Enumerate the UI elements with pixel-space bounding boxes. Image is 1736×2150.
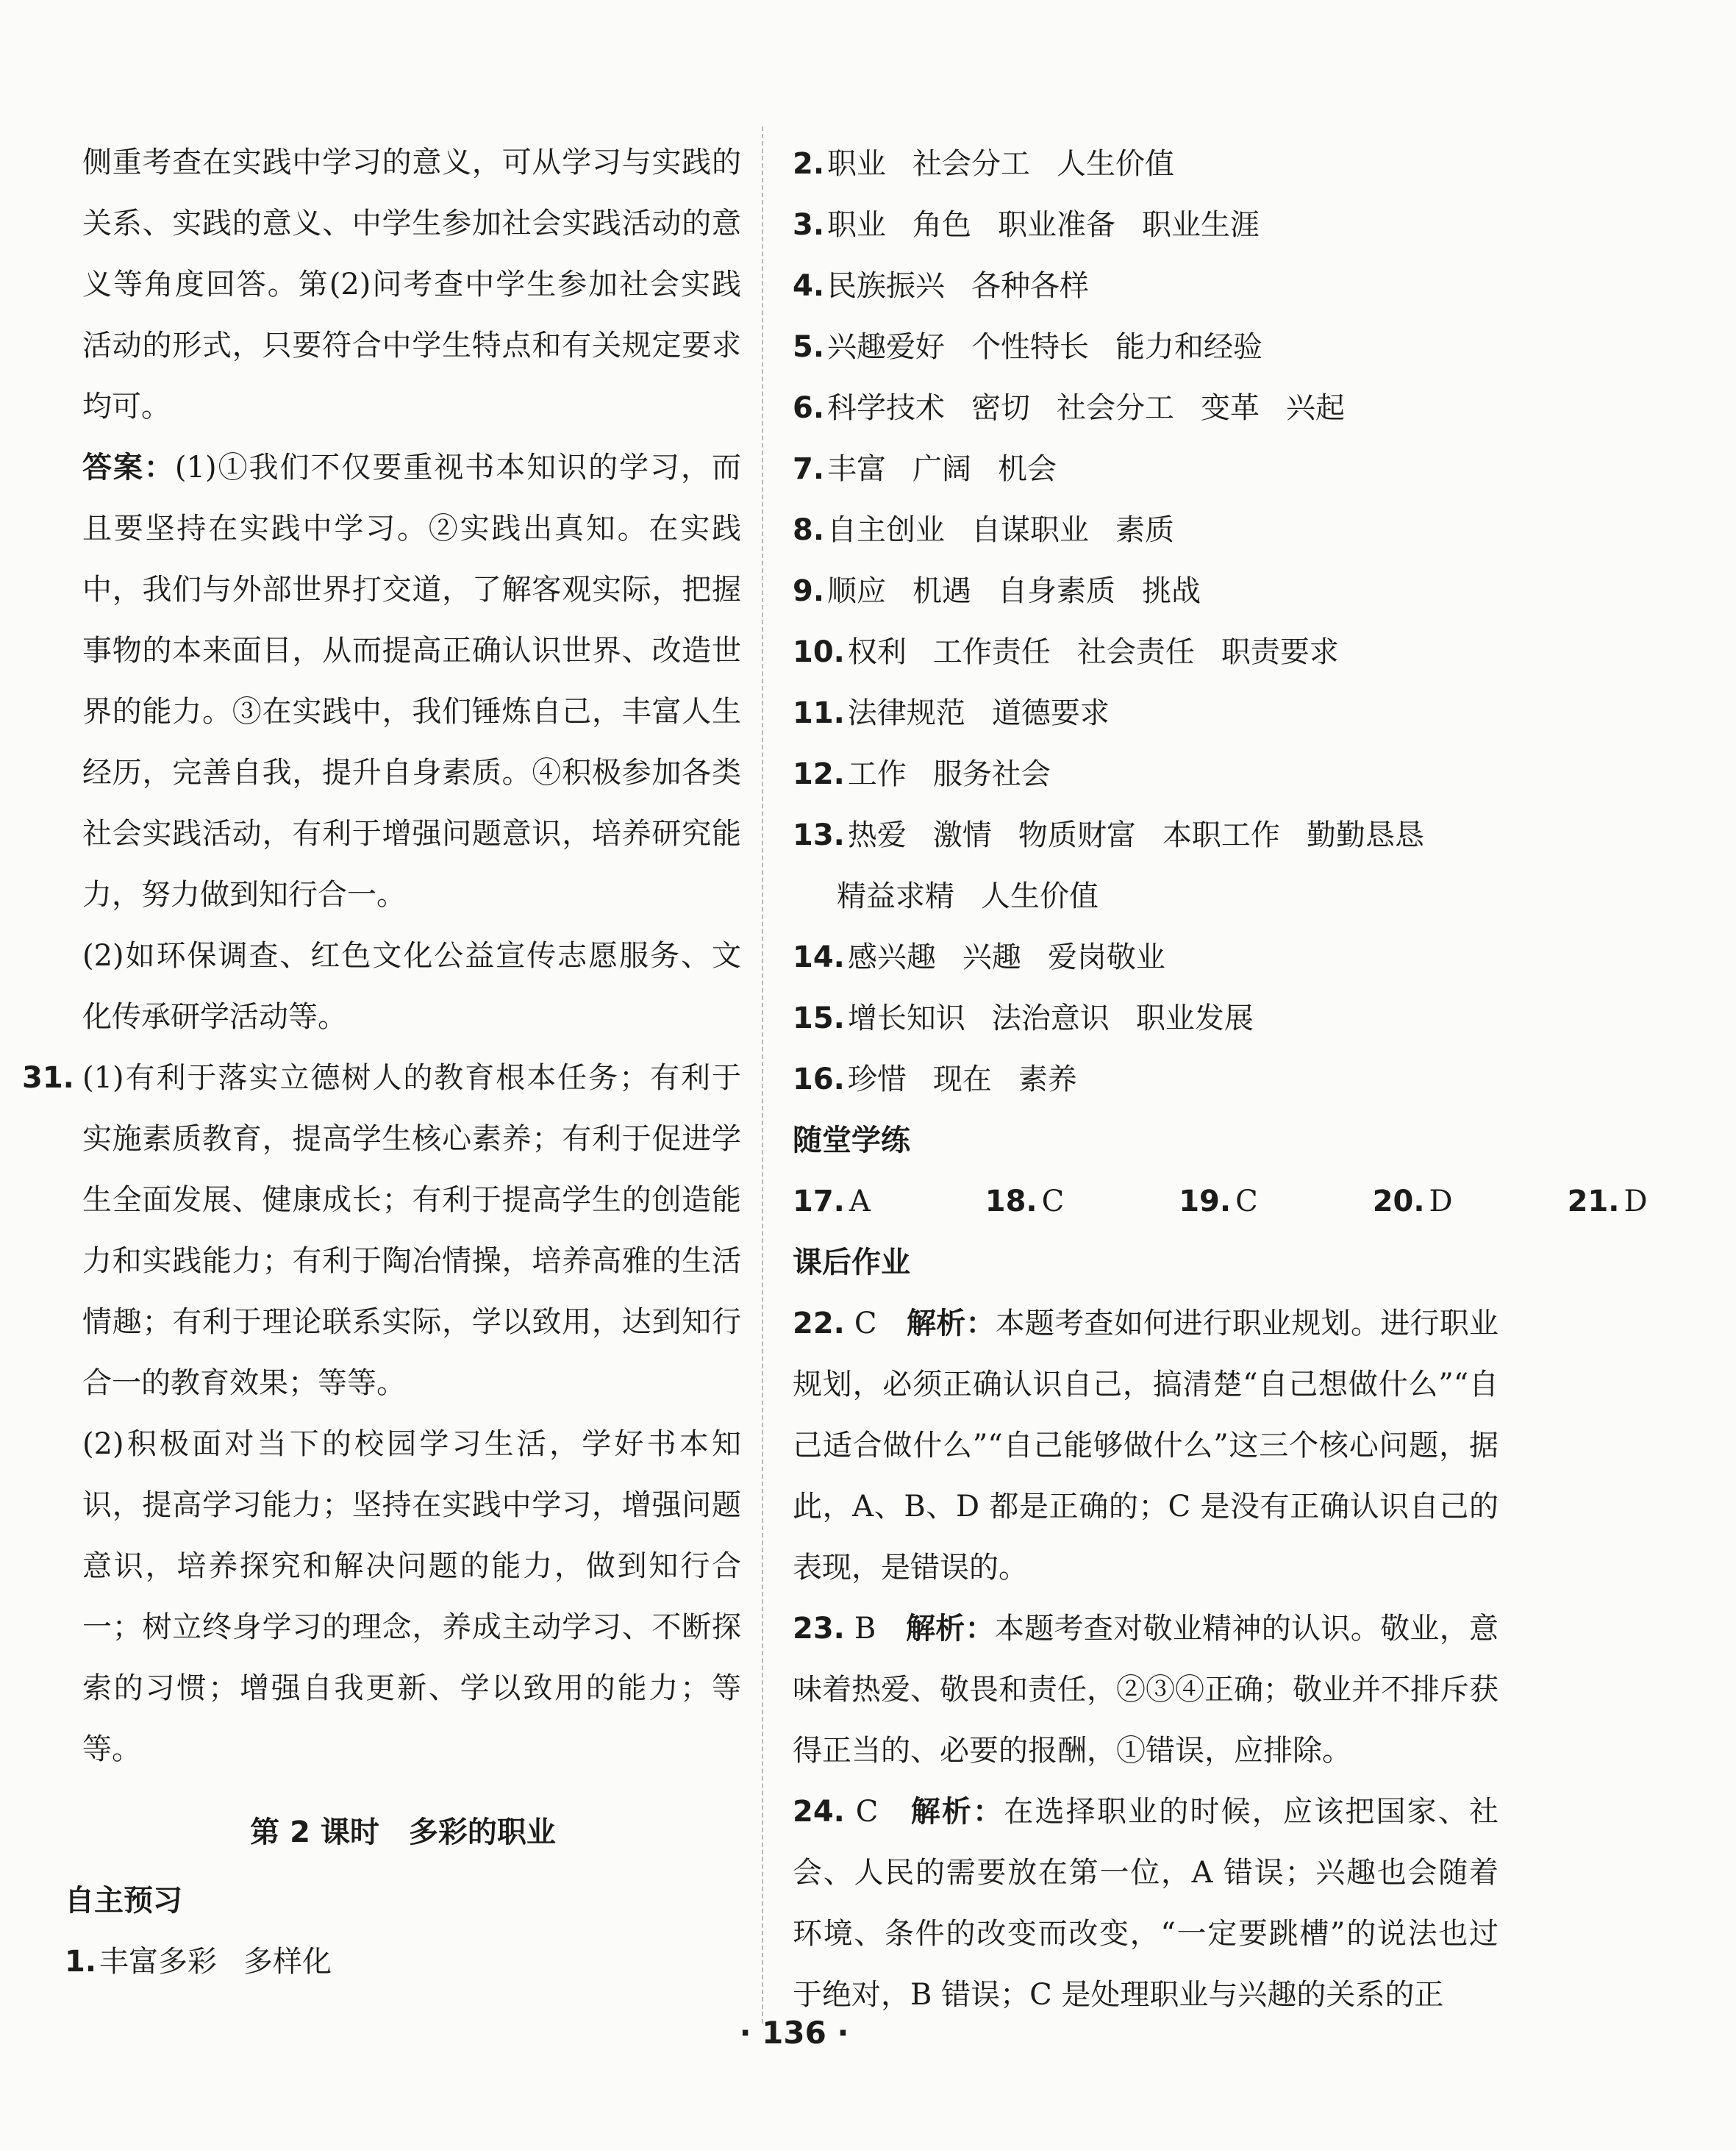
preview-heading: 自主预习 [65,1884,182,1918]
item-word: 社会责任 [1076,635,1195,669]
left-column [22,132,741,1993]
list-item [793,195,1499,256]
item-word: 职责要求 [1221,635,1339,669]
question-31 [22,1048,741,1414]
question-23 [793,1599,1499,1782]
item-number: 3. [793,208,825,242]
lesson-title: 第 2 课时 多彩的职业 [250,1815,556,1849]
list-item [793,317,1499,378]
list-item [793,988,1499,1049]
item-word: 法律规范 [847,696,965,730]
item-number: 13. [793,818,845,852]
practice-answer [1179,1185,1301,1218]
item-word: 变革 [1201,391,1260,425]
item-number: 19. [1179,1185,1232,1218]
practice-heading: 随堂学练 [793,1124,910,1157]
list-item [793,927,1499,988]
analysis-paragraph: 侧重考查在实践中学习的意义，可从学习与实践的关系、实践的意义、中学生参加社会实践活动的意义等角度回答。第(2)问考查中学生参加社会实践活动的形式，只要符合中学生特点和有关规定要求均可。 [82,146,741,424]
item-word: 民族振兴 [827,269,946,303]
analysis-text: 本题考查如何进行职业规划。进行职业规划，必须正确认识自己，搞清楚“自己想做什么”“自己适合做什么”“自己能够做什么”这三个核心问题，据此，A、B、D 都是正确的；C 是没有正确认识自己的表现，是错误的。 [793,1307,1499,1585]
item-word: 增长知识 [847,1001,965,1035]
item-word: 道德要求 [991,696,1110,730]
item-word: 顺应 [827,574,887,608]
right-column [793,134,1648,2026]
item-number: 15. [793,1001,845,1035]
item-word: 精益求精 [837,879,954,913]
item-word: 珍惜 [847,1062,907,1096]
item-word: 人生价值 [1057,147,1175,181]
list-item [793,500,1499,561]
item-word: 丰富多彩 [99,1945,218,1979]
item-word: 感兴趣 [847,940,936,974]
item-number: 21. [1567,1185,1620,1218]
choice-answer: D [1429,1185,1453,1218]
item-13-continuation [793,866,1499,927]
item-word: 职业准备 [998,208,1116,242]
choice-answer: A [849,1185,871,1218]
practice-answer [793,1185,915,1218]
item-word: 热爱 [847,818,907,852]
analysis-label: 解析： [906,1307,996,1340]
item-word: 勤勤恳恳 [1306,818,1424,852]
item-word: 职业 [827,147,887,181]
item-word: 机遇 [912,574,972,608]
column-divider [762,126,763,2024]
list-item [793,622,1499,683]
list-item [793,561,1499,622]
question-24 [793,1782,1499,2026]
answer-1-text: (1)①我们不仅要重视书本知识的学习，而且要坚持在实践中学习。②实践出真知。在实践中，我们与外部世界打交道，了解客观实际，把握事物的本来面目，从而提高正确认识世界、改造世界的能力。③在实践中，我们锤炼自己，丰富人生经历，完善自我，提升自身素质。④积极参加各类社会实践活动，有利于增强问题意识，培养研究能力，努力做到知行合一。 [82,451,741,912]
item-word: 人生价值 [981,879,1099,913]
item-word: 本职工作 [1162,818,1280,852]
list-item [65,1932,741,1993]
list-item [793,1049,1499,1110]
item-word: 服务社会 [932,757,1051,791]
item-word: 爱岗敬业 [1047,940,1165,974]
item-number: 6. [793,391,825,425]
question-number: 22. [793,1307,845,1340]
item-number: 18. [985,1185,1037,1218]
item-word: 挑战 [1142,574,1201,608]
item-word: 法治意识 [991,1001,1110,1035]
answer-1 [65,438,741,926]
practice-answer [985,1185,1108,1218]
question-31-part1: (1)有利于落实立德树人的教育根本任务；有利于实施素质教育，提高学生核心素养；有利于促进学生全面发展、健康成长；有利于提高学生的创造能力和实践能力；有利于陶冶情操，培养高雅的生活情趣；有利于理论联系实际，学以致用，达到知行合一的教育效果；等等。 [82,1061,741,1400]
choice-answer: D [1624,1185,1648,1218]
item-word: 自身素质 [998,574,1116,608]
item-number: 11. [793,696,845,730]
list-item [793,744,1499,805]
choice-answer: C [1041,1185,1065,1218]
item-number: 12. [793,757,845,791]
list-item [793,805,1499,866]
item-word: 自谋职业 [971,513,1090,547]
item-word: 现在 [932,1062,992,1096]
item-word: 密切 [971,391,1031,425]
item-word: 自主创业 [827,513,946,547]
page-number: · 136 · [739,2015,849,2051]
item-word: 职业生涯 [1142,208,1260,242]
answer-label: 答案： [82,451,175,485]
item-number: 14. [793,940,845,974]
question-31-part2: (2)积极面对当下的校园学习生活，学好书本知识，提高学习能力；坚持在实践中学习，增强问题意识，培养探究和解决问题的能力，做到知行合一；树立终身学习的理念，养成主动学习、不断探索的习惯；增强自我更新、学以致用的能力；等等。 [82,1427,741,1766]
item-word: 丰富 [827,452,887,486]
answer-2: (2)如环保调查、红色文化公益宣传志愿服务、文化传承研学活动等。 [82,939,741,1034]
analysis-label: 解析： [910,1795,1004,1829]
item-word: 机会 [998,452,1057,486]
analysis-text: 本题考查对敬业精神的认识。敬业，意味着热爱、敬畏和责任，②③④正确；敬业并不排斥获得正当的、必要的报酬，①错误，应排除。 [793,1612,1499,1768]
item-number: 7. [793,452,825,486]
choice-answer: B [854,1612,876,1646]
item-word: 工作 [847,757,907,791]
item-word: 权利 [847,635,907,669]
fill-in-list-b [793,927,1499,1110]
item-word: 工作责任 [932,635,1051,669]
fill-in-list [793,134,1499,866]
list-item [793,439,1499,500]
item-word: 素质 [1115,513,1175,547]
item-word: 社会分工 [912,147,1031,181]
question-31-number: 31. [22,1061,74,1095]
item-number: 17. [793,1185,845,1218]
item-word: 能力和经验 [1115,330,1263,364]
item-word: 物质财富 [1018,818,1136,852]
item-word: 兴起 [1286,391,1346,425]
item-word: 广阔 [912,452,972,486]
list-item [793,683,1499,744]
item-number: 2. [793,147,825,181]
item-word: 职业 [827,208,887,242]
analysis-text: 在选择职业的时候，应该把国家、社会、人民的需要放在第一位，A 错误；兴趣也会随着环境、条件的改变而改变，“一定要跳槽”的说法也过于绝对，B 错误；C 是处理职业与兴趣的关系的正 [793,1795,1499,2012]
practice-answer [1373,1185,1497,1218]
item-word: 激情 [932,818,992,852]
item-number: 1. [65,1945,97,1979]
choice-answer: C [1235,1185,1258,1218]
question-number: 23. [793,1612,845,1646]
list-item [793,256,1499,317]
item-word: 社会分工 [1057,391,1175,425]
item-word: 素养 [1018,1062,1077,1096]
item-number: 20. [1372,1185,1425,1218]
list-item [793,378,1499,439]
practice-answer [1568,1185,1692,1218]
item-word: 兴趣 [962,940,1021,974]
practice-answers [793,1171,1648,1232]
item-number: 4. [793,269,825,303]
item-word: 角色 [912,208,972,242]
question-number: 24. [793,1795,845,1829]
item-word: 个性特长 [971,330,1090,364]
item-word: 科学技术 [827,391,946,425]
analysis-label: 解析： [905,1612,995,1646]
item-number: 9. [793,574,825,608]
item-word: 多样化 [243,1945,332,1979]
homework-heading: 课后作业 [793,1246,910,1279]
list-item [793,134,1499,195]
choice-answer: C [855,1795,879,1829]
item-number: 8. [793,513,825,547]
item-word: 各种各样 [971,269,1090,303]
item-word: 职业发展 [1135,1001,1254,1035]
item-number: 16. [793,1062,845,1096]
question-22 [793,1293,1499,1599]
item-number: 10. [793,635,845,669]
choice-answer: C [854,1307,877,1340]
item-number: 5. [793,330,825,364]
item-word: 兴趣爱好 [827,330,946,364]
